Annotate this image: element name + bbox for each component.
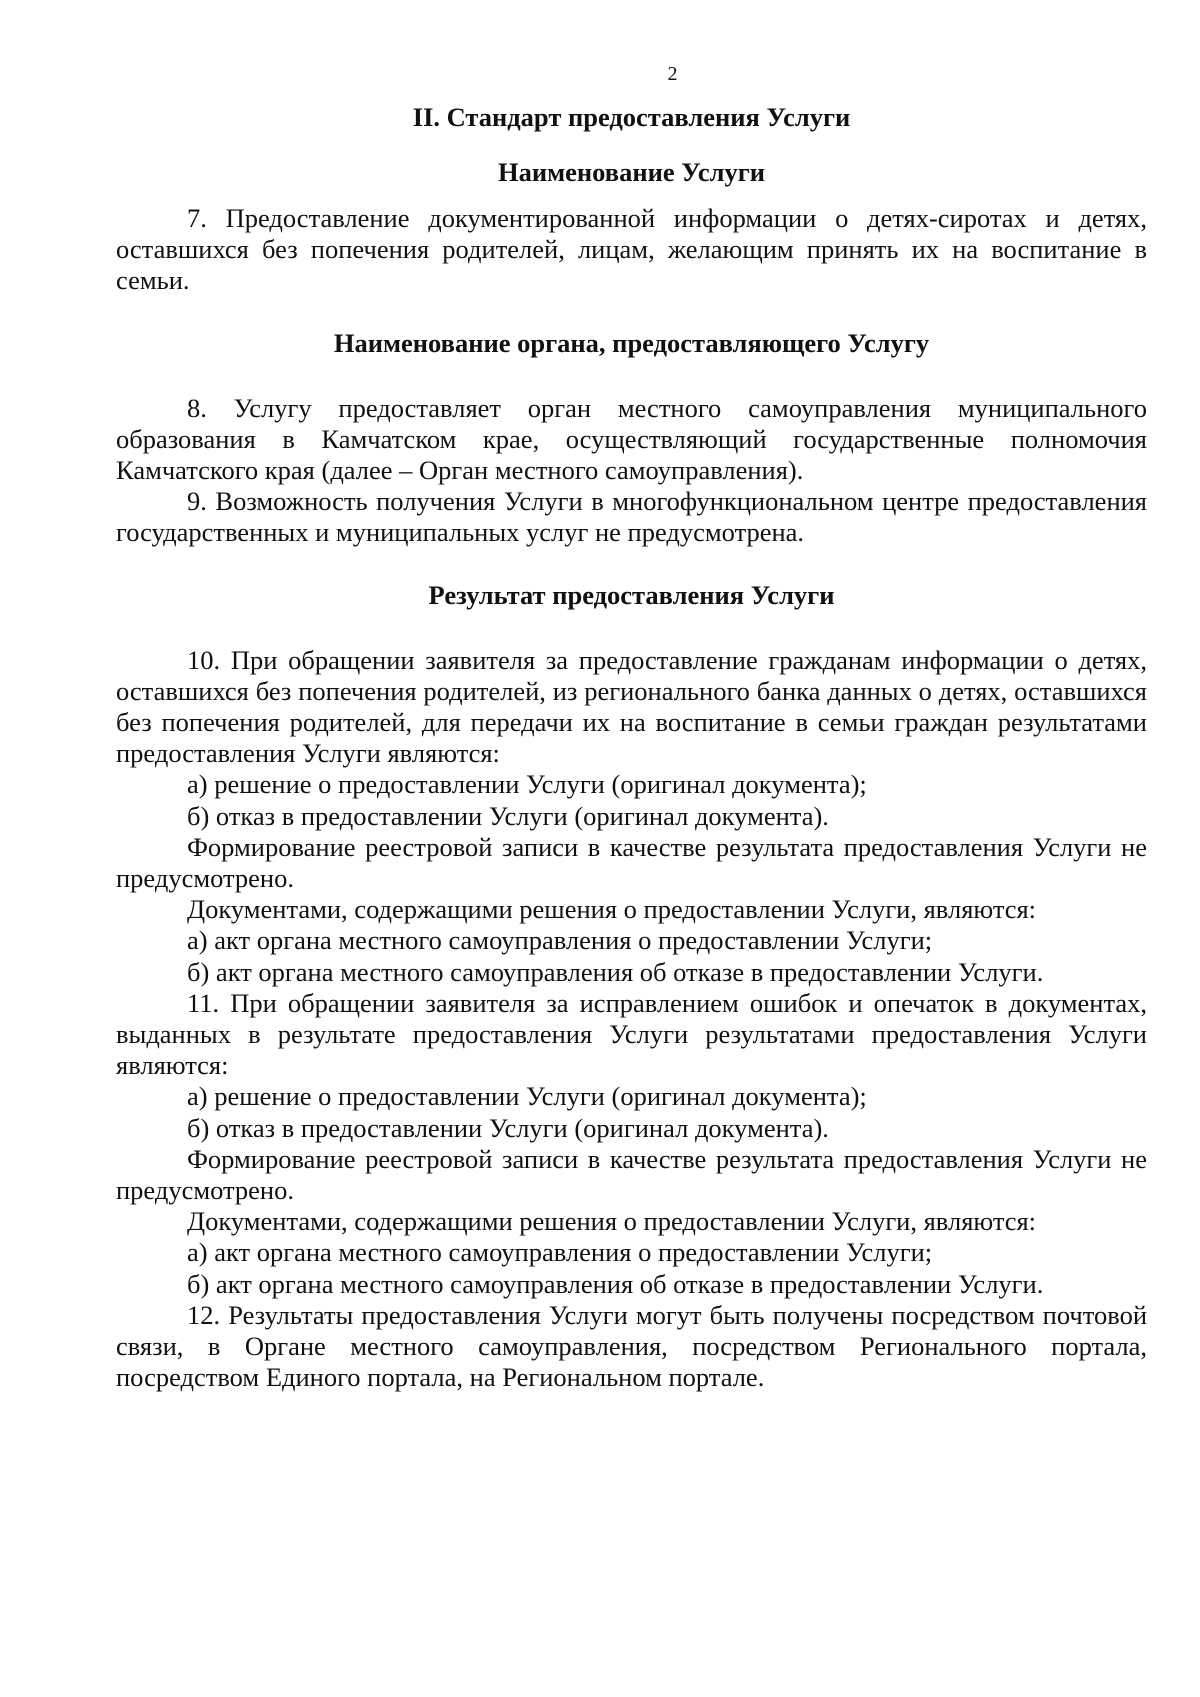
page-number: 2 [667, 63, 678, 85]
paragraph-11-documents-item-a: а) акт органа местного самоуправления о предоставлении Услуги; [187, 1237, 933, 1268]
paragraph-11-registry-note: Формирование реестровой записи в качестве результата предоставления Услуги не предусмотрено. [116, 1143, 1147, 1206]
paragraph-12: 12. Результаты предоставления Услуги могут быть получены посредством почтовой связи, в Органе местного самоуправления, посредством Регионального портала, посредством Единого портала, на Региональном портале. [116, 1299, 1147, 1393]
paragraph-10-item-a: а) решение о предоставлении Услуги (оригинал документа); [187, 769, 867, 800]
paragraph-8: 8. Услугу предоставляет орган местного самоуправления муниципального образования в Камчатском крае, осуществляющий государственные полномочия Камчатского края (далее – Орган местного самоуправления). [116, 392, 1147, 486]
paragraph-10-registry-note: Формирование реестровой записи в качестве результата предоставления Услуги не предусмотрено. [116, 831, 1147, 894]
paragraph-11-documents-intro: Документами, содержащими решения о предоставлении Услуги, являются: [187, 1206, 1037, 1237]
paragraph-11-item-b: б) отказ в предоставлении Услуги (оригинал документа). [187, 1112, 829, 1143]
heading-service-name: Наименование Услуги [497, 157, 766, 187]
paragraph-11-documents-item-b: б) акт органа местного самоуправления об отказе в предоставлении Услуги. [187, 1268, 1044, 1299]
paragraph-10-documents-item-b: б) акт органа местного самоуправления об отказе в предоставлении Услуги. [187, 956, 1044, 987]
paragraph-10: 10. При обращении заявителя за предоставление гражданам информации о детях, оставшихся без попечения родителей, из регионального банка данных о детях, оставшихся без попечения родителей, для передачи их на воспитание в семьи граждан результатами предоставления Услуги являются: [116, 644, 1147, 769]
paragraph-11: 11. При обращении заявителя за исправлением ошибок и опечаток в документах, выданных в результате предоставления Услуги результатами предоставления Услуги являются: [116, 987, 1147, 1081]
document-page [116, 60, 1147, 1394]
heading-providing-organ: Наименование органа, предоставляющего Услугу [333, 327, 930, 358]
paragraph-7: 7. Предоставление документированной информации о детях-сиротах и детях, оставшихся без попечения родителей, лицам, желающим принять их на воспитание в семьи. [116, 203, 1147, 296]
paragraph-10-item-b: б) отказ в предоставлении Услуги (оригинал документа). [187, 800, 829, 831]
paragraph-11-item-a: а) решение о предоставлении Услуги (оригинал документа); [187, 1081, 867, 1112]
paragraph-10-documents-item-a: а) акт органа местного самоуправления о предоставлении Услуги; [187, 925, 933, 956]
heading-service-result: Результат предоставления Услуги [428, 579, 835, 610]
section-title: II. Стандарт предоставления Услуги [412, 102, 851, 132]
paragraph-9: 9. Возможность получения Услуги в многофункциональном центре предоставления государственных и муниципальных услуг не предусмотрена. [116, 486, 1147, 548]
paragraph-10-documents-intro: Документами, содержащими решения о предоставлении Услуги, являются: [187, 894, 1037, 925]
